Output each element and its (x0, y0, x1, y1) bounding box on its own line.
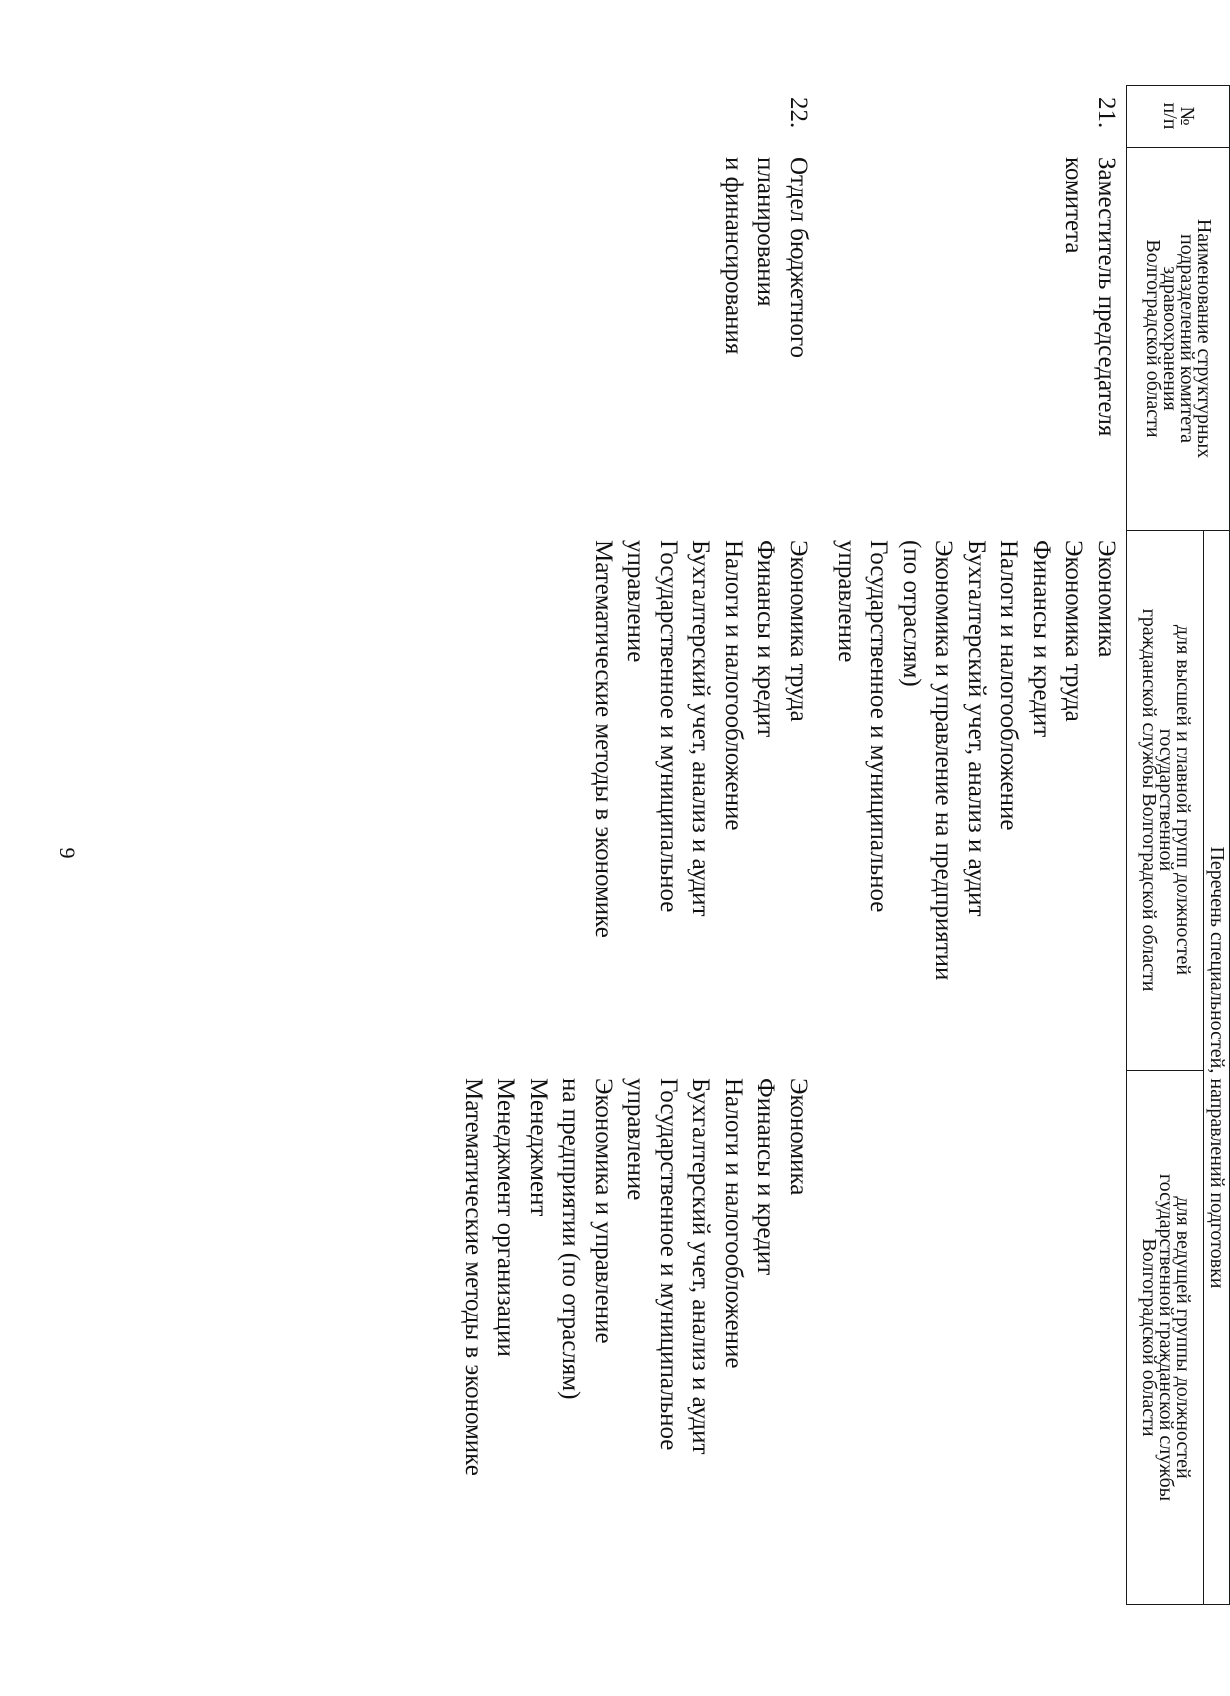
header-higher-line: государственной (1155, 728, 1177, 872)
header-leading-line: государственной гражданской службы (1155, 1173, 1177, 1502)
row-leading-specialties (457, 1078, 815, 1603)
specialty-item: Экономика и управление (590, 1078, 617, 1344)
specialty-item: Экономика и управление на предприятии (930, 540, 958, 981)
header-leading (1127, 1070, 1204, 1605)
row-higher-specialties (830, 540, 1123, 1065)
header-name-line: Волгоградской области (1142, 239, 1165, 438)
row-name-line: Отдел бюджетного (785, 157, 812, 359)
header-leading-line: Волгоградской области (1138, 1238, 1160, 1437)
row-name-line: Заместитель председателя (1093, 157, 1120, 437)
header-higher-line: гражданской службы Волгоградской области (1138, 608, 1160, 992)
specialty-item: Бухгалтерский учет, анализ и аудит (687, 540, 715, 917)
specialty-item: Экономика труда (1060, 540, 1088, 722)
page-number: 9 (55, 847, 80, 859)
header-name (1127, 147, 1230, 530)
specialty-item: Финансы и кредит (1028, 540, 1055, 738)
specialty-item: Бухгалтерский учет, анализ и аудит (963, 540, 990, 917)
row-name (717, 157, 815, 527)
specialty-item: управление (622, 1078, 650, 1201)
specialty-item: Математические методы в экономике (590, 540, 617, 938)
header-num-line: № (1176, 106, 1199, 126)
rotated-table (110, 85, 1230, 1605)
header-name-line: подразделений комитета (1176, 234, 1199, 443)
header-name-line: Наименование структурных (1193, 218, 1216, 459)
specialty-item: управление (833, 540, 860, 663)
header-higher-line: для высшей и главной групп должностей (1172, 624, 1194, 976)
specialty-item: Налоги и налогообложение (720, 1078, 747, 1369)
specialty-item: Экономика (1093, 540, 1120, 658)
specialty-item: Бухгалтерский учет, анализ и аудит (687, 1078, 715, 1455)
specialty-item: Экономика (785, 1078, 812, 1196)
specialty-item: Налоги и налогообложение (995, 540, 1023, 831)
header-group (1204, 530, 1230, 1605)
specialty-item: (по отраслям) (898, 540, 925, 687)
row-name-line: планирования (752, 157, 780, 307)
row-name-line: и финансирования (720, 157, 747, 355)
specialty-item: Налоги и налогообложение (720, 540, 747, 831)
header-group-text: Перечень специальностей, направлений подготовки (1206, 846, 1229, 1289)
specialty-item: Государственное и муниципальное (655, 1078, 682, 1451)
row-number: 21. (1093, 97, 1120, 129)
header-num (1127, 85, 1230, 147)
header-num-line: п/п (1159, 102, 1182, 130)
specialty-item: Менеджмент (525, 1078, 552, 1217)
specialty-item: управление (622, 540, 650, 663)
specialty-item: Государственное и муниципальное (865, 540, 893, 913)
specialty-item: Менеджмент организации (492, 1078, 520, 1357)
row-name (1057, 157, 1122, 527)
header-leading-line: для ведущей группы должностей (1172, 1196, 1194, 1479)
row-number: 22. (785, 97, 812, 129)
header-higher (1127, 530, 1204, 1070)
specialty-item: Финансы и кредит (752, 1078, 780, 1276)
specialty-item: на предприятии (по отраслям) (557, 1078, 585, 1400)
header-name-line: здравоохранения (1159, 266, 1182, 411)
specialty-item: Математические методы в экономике (460, 1078, 487, 1476)
specialty-item: Экономика труда (785, 540, 812, 722)
specialty-item: Государственное и муниципальное (655, 540, 682, 913)
row-higher-specialties (587, 540, 815, 1065)
specialty-item: Финансы и кредит (752, 540, 780, 738)
row-name-line: комитета (1060, 157, 1088, 254)
